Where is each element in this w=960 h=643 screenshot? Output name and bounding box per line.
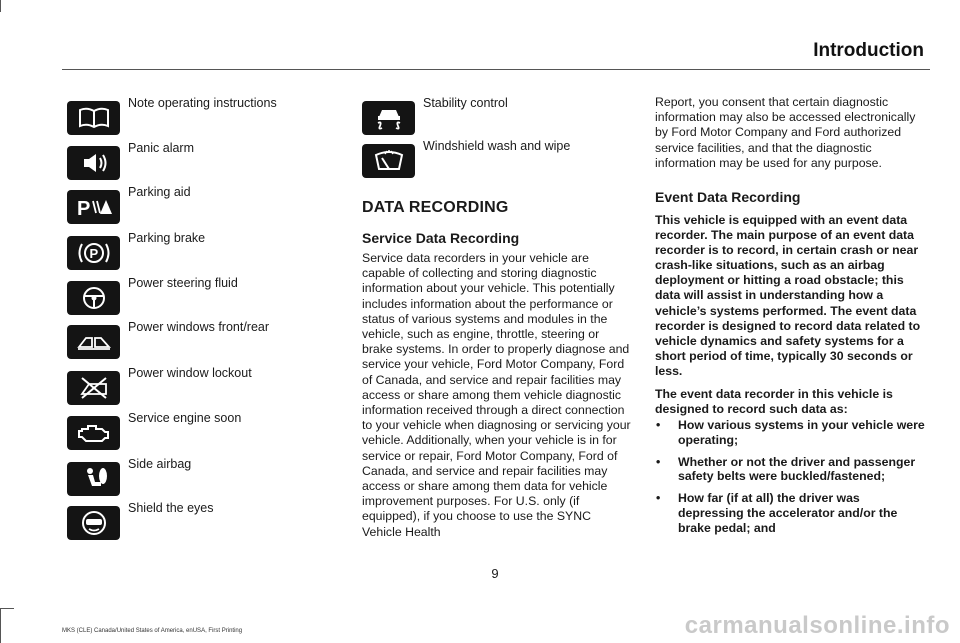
- parking-aid-icon: [67, 190, 120, 224]
- svg-text:P: P: [76, 198, 90, 220]
- watermark: carmanualsonline.info: [684, 612, 950, 639]
- horn-icon: [67, 146, 120, 180]
- parking-brake-icon: [67, 236, 120, 270]
- symbol-label: Windshield wash and wipe: [423, 139, 571, 153]
- section-heading: DATA RECORDING: [362, 199, 509, 216]
- power-window-icon: [67, 325, 120, 359]
- page-number: 9: [491, 566, 499, 581]
- svg-text:P: P: [89, 246, 98, 261]
- event-data-intro: The event data recorder in this vehicle is designed to record such data as:: [655, 387, 893, 417]
- windshield-washer-icon: [362, 144, 415, 178]
- symbol-label: Service engine soon: [128, 411, 242, 425]
- symbol-label: Panic alarm: [128, 141, 194, 155]
- bullet-glyph: •: [656, 491, 661, 506]
- bullet-list: [655, 418, 927, 543]
- side-airbag-icon: [67, 462, 120, 496]
- bullet-glyph: •: [656, 454, 661, 469]
- list-item: [655, 455, 927, 485]
- engine-icon: [67, 416, 120, 450]
- symbol-label: Stability control: [423, 96, 508, 110]
- book-icon: [67, 101, 120, 135]
- symbol-label: Note operating instructions: [128, 96, 277, 110]
- symbol-label: Side airbag: [128, 457, 192, 471]
- symbol-label: Power steering fluid: [128, 276, 238, 290]
- list-item: [655, 418, 927, 448]
- subsection-heading: Event Data Recording: [655, 189, 801, 205]
- window-lockout-icon: [67, 371, 120, 405]
- steering-wheel-icon: [67, 281, 120, 315]
- continuation-paragraph: Report, you consent that certain diagnostic information may also be accessed electronically by Ford Motor Company and Ford authorized service facilities, and that the diagnostic information may be used for any purpose.: [655, 95, 916, 170]
- page-title: Introduction: [813, 40, 924, 61]
- subsection-heading: Service Data Recording: [362, 230, 520, 246]
- eye-shield-icon: [67, 506, 120, 540]
- crop-mark: [0, 608, 1, 643]
- bullet-text: How far (if at all) the driver was depressing the accelerator and/or the brake pedal; and: [678, 491, 898, 535]
- bullet-text: How various systems in your vehicle were operating;: [678, 418, 925, 447]
- printing-info: MKS (CLE) Canada/United States of America, enUSA, First Printing: [62, 628, 243, 634]
- list-item: [655, 491, 927, 535]
- crop-mark: [0, 608, 14, 609]
- stability-control-icon: [362, 101, 415, 135]
- symbol-label: Power window lockout: [128, 366, 252, 380]
- symbol-label: Parking brake: [128, 231, 206, 245]
- service-data-paragraph: Service data recorders in your vehicle are capable of collecting and storing diagnostic information about your vehicle. This potentially includes information about the performance or status of various systems and modules in the vehicle, such as engine, throttle, steering or brake systems. In order to properly diagnose and service your vehicle, Ford Motor Company, Ford of Canada, and service and repair facilities may access or share among them vehicle diagnostic information received through a direct connection to your vehicle when diagnosing or servicing your vehicle. Additionally, when your vehicle is in for service or repair, Ford Motor Company, Ford of Canada, and service and repair facilities may access or share among them data for vehicle improvement purposes. For U.S. only (if equipped), if you choose to use the SYNC Vehicle Health: [362, 251, 631, 539]
- header-divider: [62, 69, 930, 70]
- event-data-paragraph: This vehicle is equipped with an event data recorder. The main purpose of an event data recorder is to record, in certain crash or near crash-like situations, such as an airbag deployment or hitting a road obstacle; this data will assist in understanding how a vehicle’s systems performed. The event data recorder is designed to record data related to vehicle dynamics and safety systems for a short period of time, typically 30 seconds or less.: [655, 213, 921, 378]
- symbol-label: Parking aid: [128, 185, 191, 199]
- crop-mark: [0, 0, 1, 12]
- symbol-label: Shield the eyes: [128, 501, 214, 515]
- bullet-glyph: •: [656, 418, 661, 432]
- symbol-label: Power windows front/rear: [128, 320, 270, 334]
- bullet-text: Whether or not the driver and passenger safety belts were buckled/fastened;: [678, 454, 916, 484]
